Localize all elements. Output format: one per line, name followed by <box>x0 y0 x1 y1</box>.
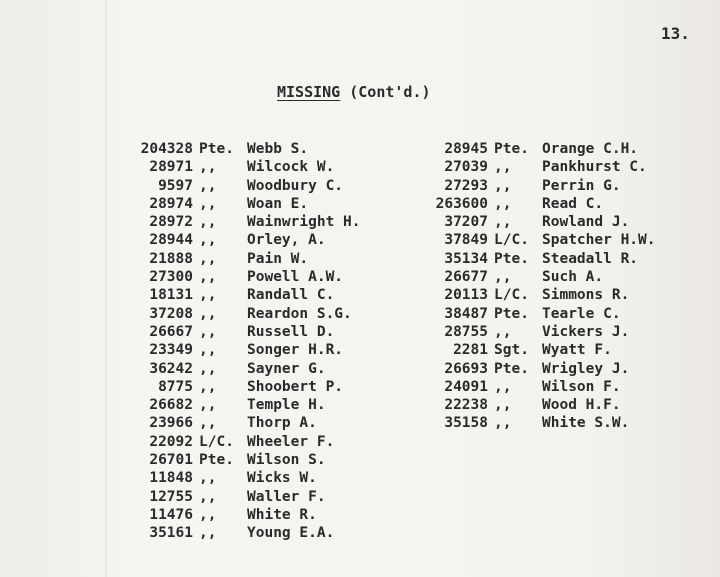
soldier-name: Sayner G. <box>247 360 326 377</box>
list-item <box>420 414 656 432</box>
page-fold-shadow <box>105 0 107 577</box>
soldier-name: Young E.A. <box>247 525 335 542</box>
service-number: 28971 <box>149 159 193 176</box>
rank: Pte. <box>494 141 529 157</box>
rank: Pte. <box>494 360 529 377</box>
rank: L/C. <box>494 287 529 304</box>
service-number: 26682 <box>149 397 193 414</box>
rank: ,, <box>199 360 217 377</box>
list-item <box>120 341 361 359</box>
list-item <box>420 286 656 304</box>
rank: ,, <box>494 159 512 176</box>
service-number: 28974 <box>149 195 193 212</box>
soldier-name: Vickers J. <box>542 323 630 340</box>
service-number: 8775 <box>158 378 193 395</box>
rank: ,, <box>494 323 512 340</box>
rank: ,, <box>494 378 512 395</box>
service-number: 204328 <box>140 141 193 157</box>
soldier-name: Russell D. <box>247 323 335 340</box>
service-number: 11848 <box>149 470 193 487</box>
service-number: 26701 <box>149 452 193 469</box>
rank: ,, <box>199 470 217 487</box>
soldier-name: Wood H.F. <box>542 397 621 414</box>
list-item <box>120 524 361 542</box>
list-item <box>120 195 361 213</box>
rank: ,, <box>199 195 217 212</box>
rank: ,, <box>494 177 512 194</box>
list-item <box>120 158 361 176</box>
rank: ,, <box>199 250 217 267</box>
soldier-name: Rowland J. <box>542 214 630 231</box>
list-item <box>420 341 656 359</box>
service-number: 38487 <box>444 305 488 322</box>
soldier-name: Wilson F. <box>542 378 621 395</box>
rank: ,, <box>199 506 217 523</box>
service-number: 26693 <box>444 360 488 377</box>
service-number: 23349 <box>149 342 193 359</box>
soldier-name: Wrigley J. <box>542 360 630 377</box>
soldier-name: Reardon S.G. <box>247 305 352 322</box>
rank: ,, <box>199 525 217 542</box>
service-number: 28755 <box>444 323 488 340</box>
list-item <box>420 231 656 249</box>
rank: L/C. <box>199 433 234 450</box>
list-item <box>420 268 656 286</box>
soldier-name: Randall C. <box>247 287 335 304</box>
service-number: 22092 <box>149 433 193 450</box>
rank: ,, <box>199 397 217 414</box>
soldier-name: Pankhurst C. <box>542 159 647 176</box>
list-item <box>120 378 361 396</box>
service-number: 9597 <box>158 177 193 194</box>
list-item <box>120 323 361 341</box>
service-number: 28944 <box>149 232 193 249</box>
list-item <box>420 378 656 396</box>
list-item <box>120 360 361 378</box>
soldier-name: Read C. <box>542 195 604 212</box>
rank: ,, <box>494 269 512 286</box>
list-item <box>420 360 656 378</box>
rank: ,, <box>199 342 217 359</box>
rank: ,, <box>199 177 217 194</box>
list-item <box>120 140 361 158</box>
service-number: 21888 <box>149 250 193 267</box>
service-number: 22238 <box>444 397 488 414</box>
service-number: 37208 <box>149 305 193 322</box>
service-number: 27039 <box>444 159 488 176</box>
rank: ,, <box>494 397 512 414</box>
soldier-name: Steadall R. <box>542 250 639 267</box>
rank: ,, <box>199 378 217 395</box>
service-number: 37849 <box>444 232 488 249</box>
list-item <box>420 213 656 231</box>
service-number: 2281 <box>453 342 488 359</box>
heading-suffix: (Cont'd.) <box>340 83 431 101</box>
left-column-list <box>120 140 361 543</box>
rank: Pte. <box>199 141 234 157</box>
soldier-name: White R. <box>247 506 317 523</box>
service-number: 36242 <box>149 360 193 377</box>
service-number: 26667 <box>149 323 193 340</box>
list-item <box>120 414 361 432</box>
soldier-name: Wheeler F. <box>247 433 335 450</box>
service-number: 26677 <box>444 269 488 286</box>
service-number: 37207 <box>444 214 488 231</box>
list-item <box>120 286 361 304</box>
list-item <box>120 396 361 414</box>
list-item <box>420 323 656 341</box>
soldier-name: Wilcock W. <box>247 159 335 176</box>
list-item <box>120 250 361 268</box>
list-item <box>120 177 361 195</box>
rank: ,, <box>199 269 217 286</box>
soldier-name: Songer H.R. <box>247 342 344 359</box>
rank: ,, <box>494 195 512 212</box>
service-number: 23966 <box>149 415 193 432</box>
rank: ,, <box>199 287 217 304</box>
service-number: 20113 <box>444 287 488 304</box>
soldier-name: Such A. <box>542 269 604 286</box>
list-item <box>420 195 656 213</box>
soldier-name: Woan E. <box>247 195 309 212</box>
soldier-name: Pain W. <box>247 250 309 267</box>
rank: Sgt. <box>494 342 529 359</box>
list-item <box>120 433 361 451</box>
service-number: 35158 <box>444 415 488 432</box>
soldier-name: Orange C.H. <box>542 141 639 157</box>
soldier-name: Wyatt F. <box>542 342 612 359</box>
right-column-list <box>420 140 656 433</box>
service-number: 24091 <box>444 378 488 395</box>
list-item <box>120 213 361 231</box>
soldier-name: Orley, A. <box>247 232 326 249</box>
rank: Pte. <box>494 250 529 267</box>
rank: ,, <box>494 214 512 231</box>
soldier-name: Woodbury C. <box>247 177 344 194</box>
service-number: 263600 <box>435 195 488 212</box>
list-item <box>420 250 656 268</box>
list-item <box>420 305 656 323</box>
soldier-name: Perrin G. <box>542 177 621 194</box>
service-number: 27293 <box>444 177 488 194</box>
service-number: 11476 <box>149 506 193 523</box>
soldier-name: White S.W. <box>542 415 630 432</box>
soldier-name: Powell A.W. <box>247 269 344 286</box>
soldier-name: Spatcher H.W. <box>542 232 656 249</box>
service-number: 35161 <box>149 525 193 542</box>
rank: ,, <box>199 214 217 231</box>
list-item <box>420 177 656 195</box>
rank: ,, <box>199 488 217 505</box>
soldier-name: Wainwright H. <box>247 214 361 231</box>
service-number: 28972 <box>149 214 193 231</box>
service-number: 27300 <box>149 269 193 286</box>
list-item <box>120 506 361 524</box>
list-item <box>120 488 361 506</box>
section-heading <box>277 83 431 101</box>
list-item <box>120 469 361 487</box>
list-item <box>120 268 361 286</box>
soldier-name: Shoobert P. <box>247 378 344 395</box>
soldier-name: Wicks W. <box>247 470 317 487</box>
rank: Pte. <box>199 452 234 469</box>
list-item <box>120 305 361 323</box>
list-item <box>420 140 656 158</box>
soldier-name: Webb S. <box>247 141 309 157</box>
soldier-name: Simmons R. <box>542 287 630 304</box>
list-item <box>420 158 656 176</box>
soldier-name: Waller F. <box>247 488 326 505</box>
rank: ,, <box>199 232 217 249</box>
soldier-name: Tearle C. <box>542 305 621 322</box>
rank: ,, <box>494 415 512 432</box>
list-item <box>420 396 656 414</box>
rank: ,, <box>199 415 217 432</box>
rank: ,, <box>199 159 217 176</box>
service-number: 35134 <box>444 250 488 267</box>
page-number: 13. <box>661 24 690 43</box>
list-item <box>120 451 361 469</box>
soldier-name: Wilson S. <box>247 452 326 469</box>
soldier-name: Temple H. <box>247 397 326 414</box>
rank: ,, <box>199 323 217 340</box>
list-item <box>120 231 361 249</box>
service-number: 18131 <box>149 287 193 304</box>
heading-title: MISSING <box>277 83 341 101</box>
rank: Pte. <box>494 305 529 322</box>
rank: L/C. <box>494 232 529 249</box>
rank: ,, <box>199 305 217 322</box>
soldier-name: Thorp A. <box>247 415 317 432</box>
service-number: 28945 <box>444 141 488 157</box>
service-number: 12755 <box>149 488 193 505</box>
